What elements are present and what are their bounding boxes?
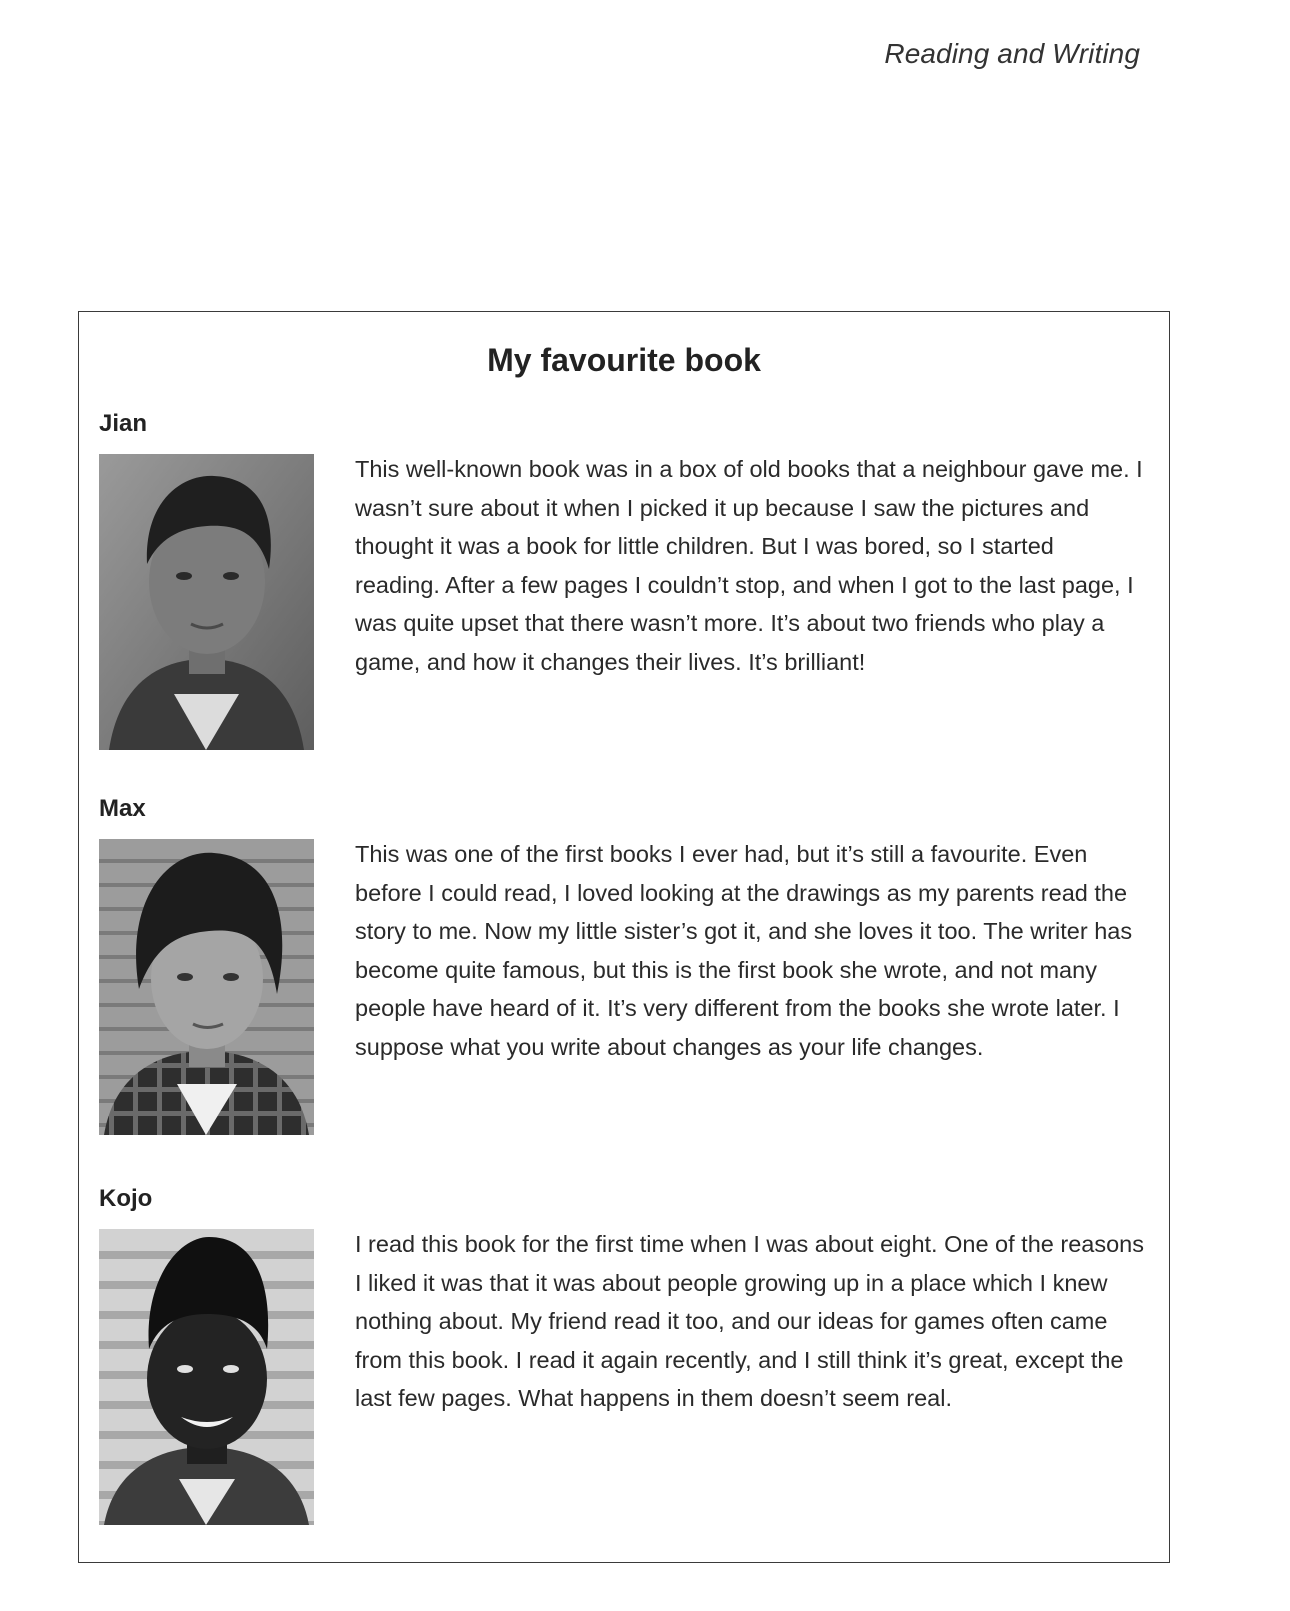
portrait-photo <box>99 839 314 1135</box>
article-title: My favourite book <box>487 342 761 378</box>
entry-text: This was one of the first books I ever had, but it’s still a favourite. Even before I could read, I loved looking at the drawings as my parents read the story to me. Now my little sister’s got it, and she loves it too. The writer has become quite famous, but this is the first book she wrote, and not many people have heard of it. It’s very different from the books she wrote later. I suppose what you write about changes as your life changes. <box>355 841 1133 1060</box>
running-header: Reading and Writing <box>884 38 1140 69</box>
entry-name: Kojo <box>99 1185 153 1212</box>
article-box <box>78 311 1170 1563</box>
portrait-photo <box>99 454 314 750</box>
entry-text: I read this book for the first time when I was about eight. One of the reasons I liked it was that it was about people growing up in a place which I knew nothing about. My friend read it too, and our ideas for games often came from this book. I read it again recently, and I still think it’s great, except the last few pages. What happens in them doesn’t seem real. <box>355 1231 1144 1411</box>
entry-text: This well-known book was in a box of old books that a neighbour gave me. I wasn’t sure about it when I picked it up because I saw the pictures and thought it was a book for little children. But I was bored, so I started reading. After a few pages I couldn’t stop, and when I got to the last page, I was quite upset that there wasn’t more. It’s about two friends who play a game, and how it changes their lives. It’s brilliant! <box>355 456 1143 675</box>
entry-name: Max <box>99 795 146 822</box>
portrait-photo <box>99 1229 314 1525</box>
entry-name: Jian <box>99 410 148 437</box>
